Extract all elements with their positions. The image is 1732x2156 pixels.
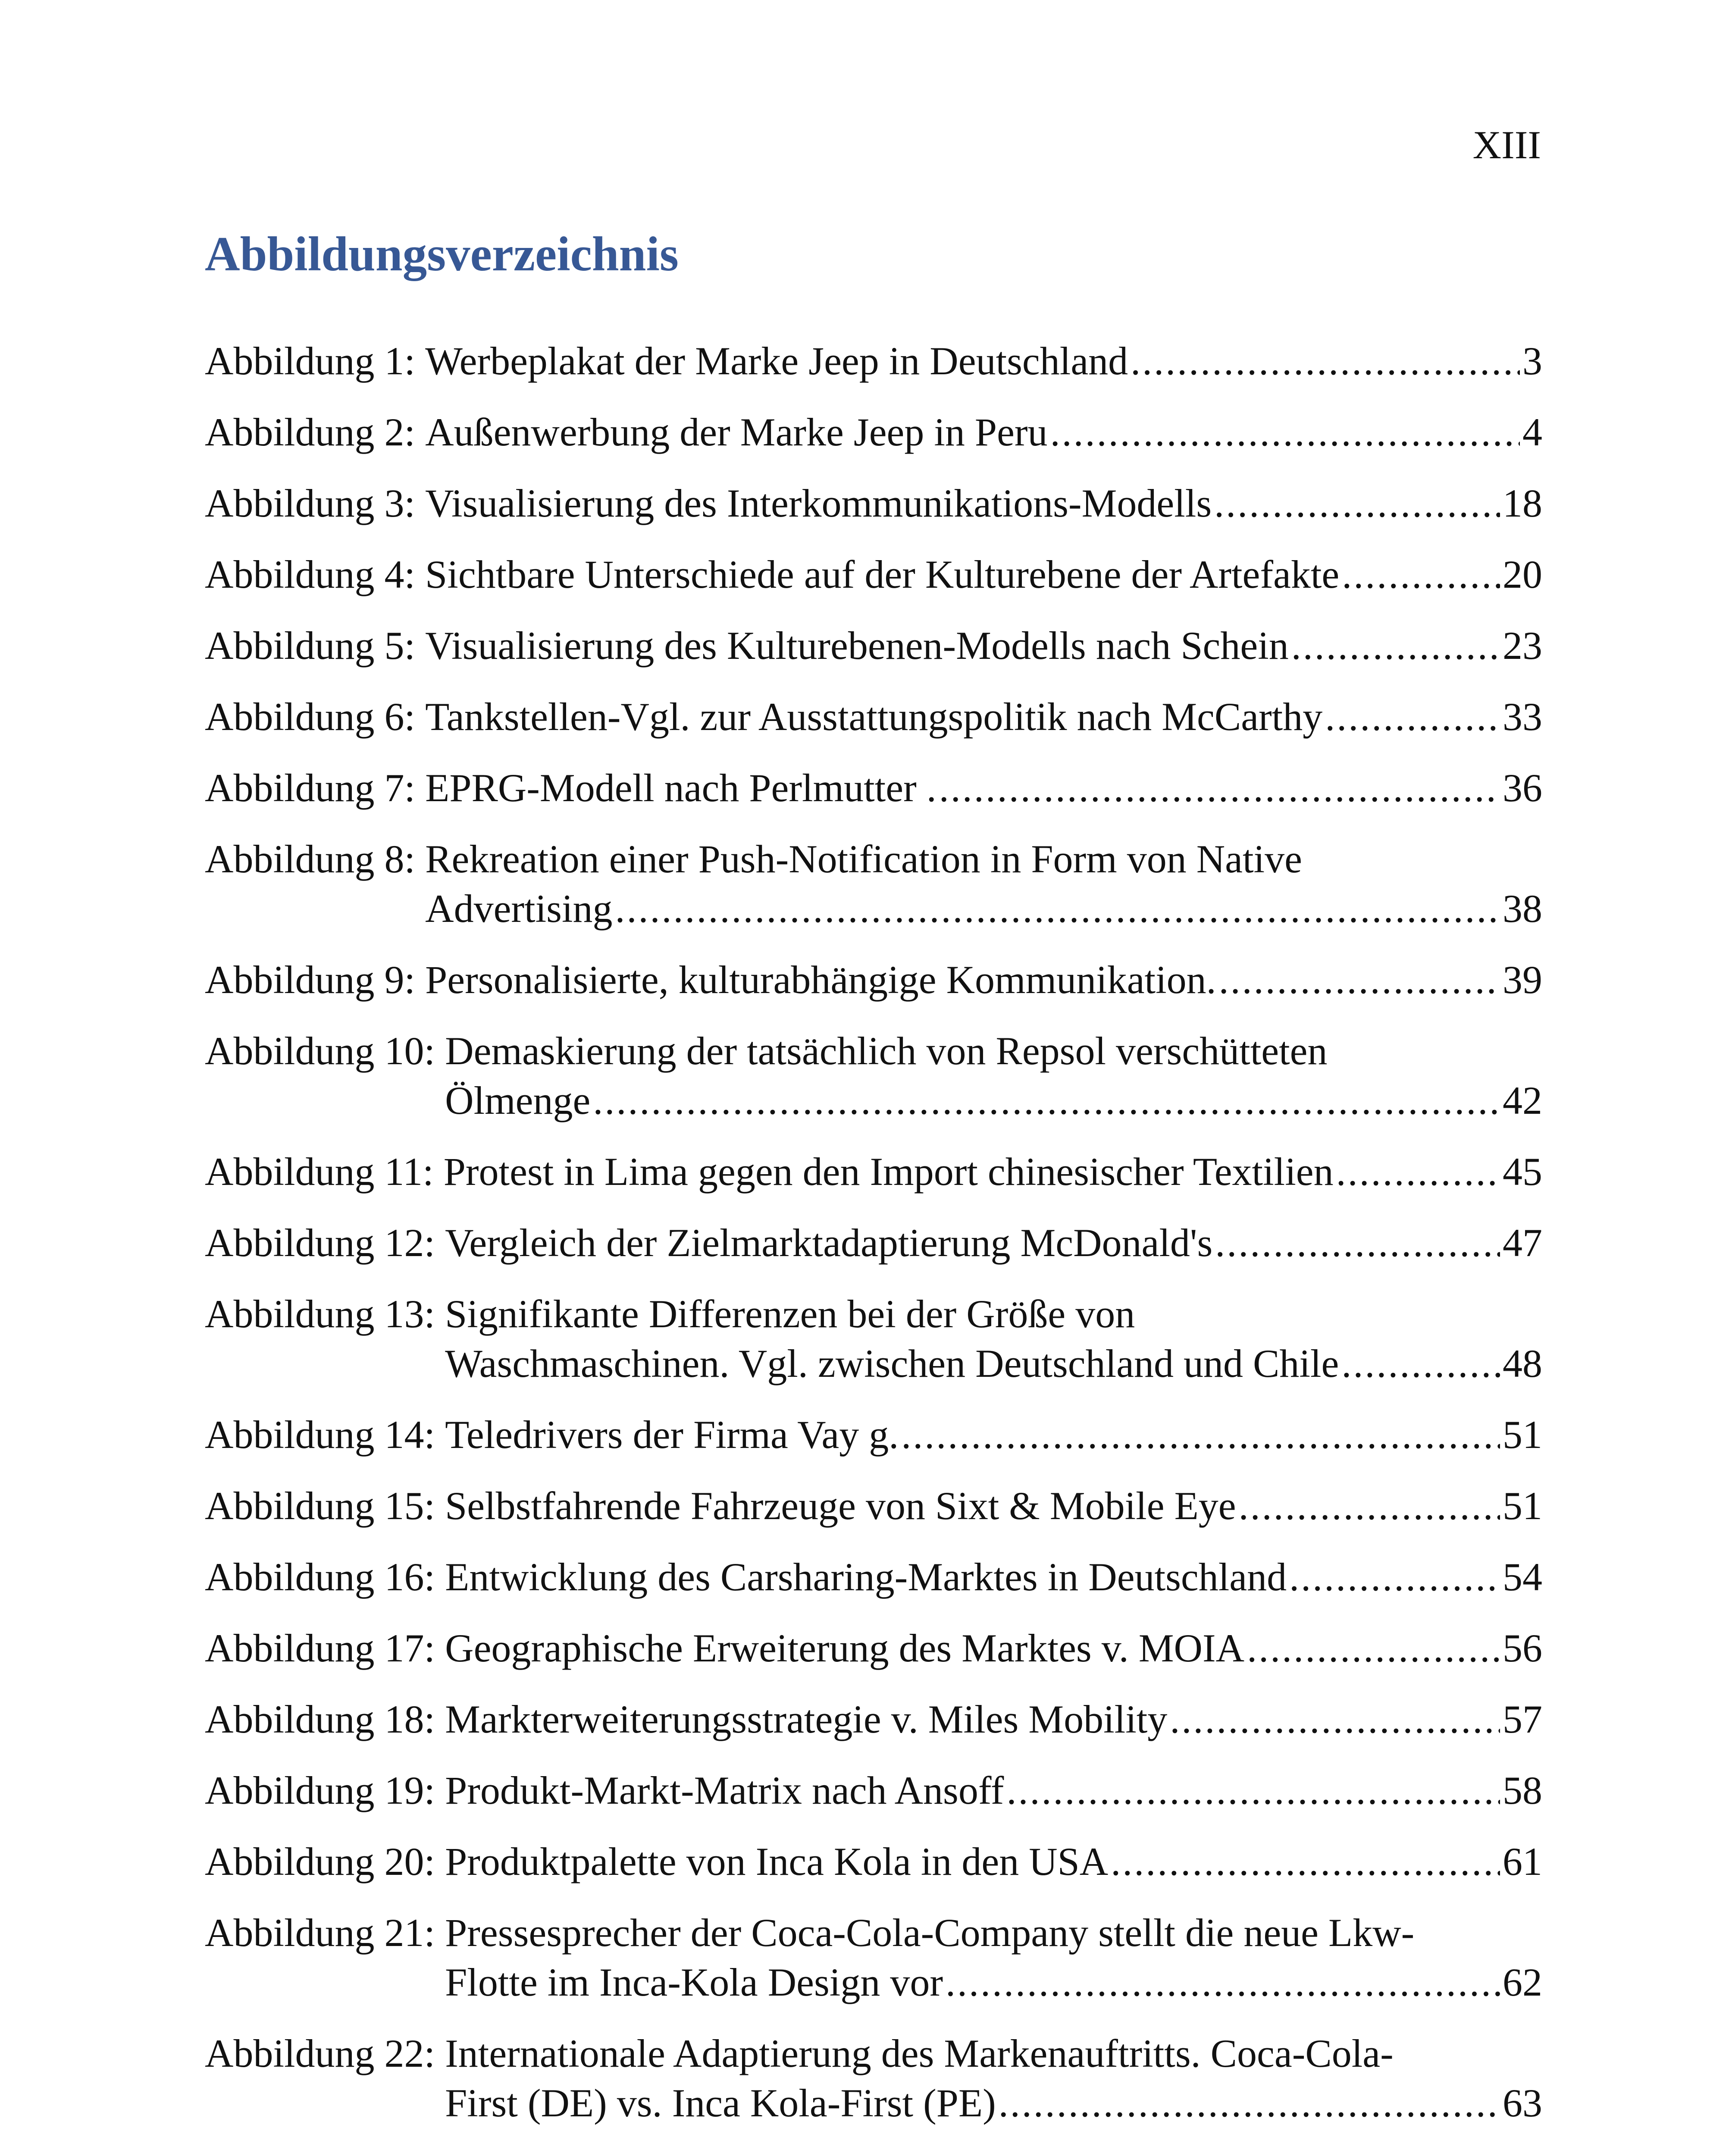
figure-label: Abbildung 18: [205,1697,445,1741]
page-title: Abbildungsverzeichnis [205,227,679,281]
figure-caption [445,1289,1542,1388]
figure-caption [425,336,1542,386]
caption-line: EPRG-Modell nach Perlmutter . [425,766,936,810]
caption-line: Visualisierung des Kulturebenen-Modells nach Schein [425,624,1289,667]
figure-entry[interactable] [205,955,1542,1005]
page-reference: 54 [1503,1555,1542,1599]
figure-label: Abbildung 2: [205,410,426,454]
page-reference: 45 [1503,1150,1542,1194]
dot-leader [615,884,1500,934]
figure-label: Abbildung 9: [205,958,426,1002]
figure-caption [445,1766,1542,1815]
figure-label: Abbildung 8: [205,837,426,881]
dot-leader [1325,692,1500,742]
dot-leader [1247,1623,1500,1673]
figure-entry[interactable] [205,1026,1542,1125]
figure-entry[interactable] [205,2029,1542,2128]
caption-line: Protest in Lima gegen den Import chinesischer Textilien [443,1150,1334,1194]
figure-label: Abbildung 21: [205,1911,445,1955]
figure-entry[interactable] [205,1552,1542,1602]
caption-line: Vergleich der Zielmarktadaptierung McDonald's [445,1221,1213,1265]
caption-line: Advertising [425,887,613,931]
dot-leader [1239,1481,1500,1531]
figure-caption [445,1552,1542,1602]
caption-line: Teledrivers der Firma Vay g. [445,1413,899,1457]
figure-caption [445,1908,1542,2007]
caption-line: Produkt-Markt-Matrix nach Ansoff [445,1768,1004,1812]
dot-leader [1291,621,1500,671]
page-reference: 57 [1503,1697,1542,1741]
figure-entry[interactable] [205,1481,1542,1531]
caption-line: Demaskierung der tatsächlich von Repsol verschütteten [445,1029,1328,1073]
figure-caption [445,1837,1542,1887]
page-reference: 23 [1503,624,1542,667]
caption-line: Markterweiterungsstrategie v. Miles Mobility [445,1697,1168,1741]
dot-leader [901,1410,1500,1460]
caption-line: Personalisierte, kulturabhängige Kommunikation. [425,958,1216,1002]
page-reference: 51 [1503,1413,1542,1457]
figure-caption [425,621,1542,671]
figure-entry[interactable] [205,1623,1542,1673]
dot-leader [999,2078,1500,2128]
page-reference: 58 [1503,1768,1542,1812]
page-number: XIII [1472,123,1541,167]
figure-entry[interactable] [205,1766,1542,1815]
dot-leader [1215,1218,1500,1268]
caption-line: Sichtbare Unterschiede auf der Kulturebene der Artefakte [425,552,1340,596]
dot-leader [1111,1837,1500,1887]
caption-line: Rekreation einer Push-Notification in Form von Native [425,837,1302,881]
figure-caption [445,1623,1542,1673]
caption-line: Produktpalette von Inca Kola in den USA [445,1839,1109,1883]
dot-leader [1131,336,1520,386]
figure-entry[interactable] [205,692,1542,742]
dot-leader [593,1076,1500,1125]
caption-line: Tankstellen-Vgl. zur Ausstattungspolitik nach McCarthy [425,695,1323,739]
figure-label: Abbildung 6: [205,695,426,739]
page-reference: 38 [1503,887,1542,931]
caption-line: Flotte im Inca-Kola Design vor [445,1960,943,2004]
figure-caption [445,2029,1542,2128]
page-reference: 36 [1503,766,1542,810]
page-reference: 51 [1503,1484,1542,1528]
caption-line: Werbeplakat der Marke Jeep in Deutschland [425,339,1128,383]
page-reference: 18 [1503,481,1542,525]
figure-entry[interactable] [205,407,1542,457]
dot-leader [1342,550,1500,599]
page-reference: 39 [1503,958,1542,1002]
figure-label: Abbildung 13: [205,1292,445,1336]
caption-line: Entwicklung des Carsharing-Marktes in Deutschland [445,1555,1287,1599]
page-reference: 63 [1503,2081,1542,2125]
figure-entry[interactable] [205,763,1542,813]
figure-entry[interactable] [205,1837,1542,1887]
caption-line: Selbstfahrende Fahrzeuge von Sixt & Mobile Eye [445,1484,1236,1528]
figure-caption [425,834,1542,934]
caption-line: Pressesprecher der Coca-Cola-Company stellt die neue Lkw- [445,1911,1415,1955]
figure-label: Abbildung 22: [205,2031,445,2075]
figure-caption [445,1695,1542,1744]
caption-line: Außenwerbung der Marke Jeep in Peru [425,410,1048,454]
caption-line: Geographische Erweiterung des Marktes v. MOIA [445,1626,1245,1670]
figure-label: Abbildung 5: [205,624,426,667]
dot-leader [1050,407,1520,457]
dot-leader [1336,1147,1500,1197]
page-reference: 56 [1503,1626,1542,1670]
caption-line: First (DE) vs. Inca Kola-First (PE) [445,2081,996,2125]
dot-leader [1006,1766,1500,1815]
figure-label: Abbildung 12: [205,1221,445,1265]
figure-label: Abbildung 1: [205,339,426,383]
figure-caption [425,692,1542,742]
figure-label: Abbildung 3: [205,481,426,525]
figure-entry[interactable] [205,1218,1542,1268]
page-reference: 4 [1522,410,1542,454]
dot-leader [1341,1339,1500,1388]
figure-caption [425,955,1542,1005]
figure-entry[interactable] [205,1410,1542,1460]
dot-leader [1170,1695,1500,1744]
caption-line: Visualisierung des Interkommunikations-Modells [425,481,1212,525]
figure-entry[interactable] [205,1908,1542,2007]
figure-list [205,336,1542,2150]
figure-caption [445,1218,1542,1268]
page-reference: 61 [1503,1839,1542,1883]
figure-entry[interactable] [205,1695,1542,1744]
caption-line: Ölmenge [445,1078,591,1122]
page-reference: 42 [1503,1078,1542,1122]
figure-caption [445,1410,1542,1460]
dot-leader [939,763,1500,813]
figure-label: Abbildung 11: [205,1150,444,1194]
figure-label: Abbildung 15: [205,1484,445,1528]
figure-entry[interactable] [205,1289,1542,1388]
page-reference: 47 [1503,1221,1542,1265]
figure-caption [425,479,1542,528]
figure-caption [444,1147,1542,1197]
figure-entry[interactable] [205,834,1542,934]
dot-leader [1214,479,1500,528]
dot-leader [1289,1552,1500,1602]
figure-label: Abbildung 4: [205,552,426,596]
caption-line: Internationale Adaptierung des Markenauftritts. Coca-Cola- [445,2031,1394,2075]
caption-line: Waschmaschinen. Vgl. zwischen Deutschland und Chile [445,1341,1339,1385]
caption-line: Signifikante Differenzen bei der Größe von [445,1292,1135,1336]
dot-leader [1219,955,1500,1005]
page-reference: 20 [1503,552,1542,596]
figure-label: Abbildung 20: [205,1839,445,1883]
figure-entry[interactable] [205,479,1542,528]
figure-caption [445,1481,1542,1531]
figure-label: Abbildung 17: [205,1626,445,1670]
figure-caption [445,1026,1542,1125]
figure-entry[interactable] [205,1147,1542,1197]
figure-label: Abbildung 19: [205,1768,445,1812]
figure-caption [425,407,1542,457]
figure-label: Abbildung 7: [205,766,426,810]
figure-caption [425,763,1542,813]
page-reference: 33 [1503,695,1542,739]
figure-entry[interactable] [205,336,1542,386]
page-reference: 3 [1522,339,1542,383]
figure-label: Abbildung 16: [205,1555,445,1599]
figure-label: Abbildung 10: [205,1029,445,1073]
figure-label: Abbildung 14: [205,1413,445,1457]
figure-entry[interactable] [205,550,1542,599]
page-reference: 48 [1503,1341,1542,1385]
figure-entry[interactable] [205,621,1542,671]
dot-leader [946,1958,1500,2007]
page-reference: 62 [1503,1960,1542,2004]
figure-caption [425,550,1542,599]
